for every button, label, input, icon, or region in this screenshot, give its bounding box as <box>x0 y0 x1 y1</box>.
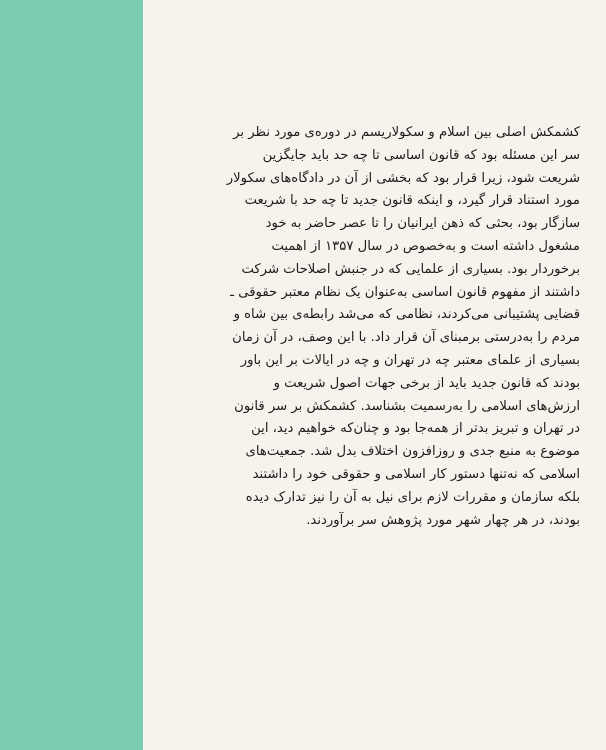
text-line-13: ارزش‌های اسلامی را به‌رسمیت بشناسد. کشمکش بر سر قانون <box>234 398 580 414</box>
text-line-1: کشمکش اصلی بین اسلام و سکولاریسم در دوره‌ی مورد نظر بر <box>233 125 580 140</box>
text-line-16: اسلامی که نه‌تنها دستور کار اسلامی و حقوقی خود را داشتند <box>252 466 580 482</box>
teal-side-band <box>0 0 143 750</box>
text-line-12: بودند که قانون جدید باید از برخی جهات اصول شریعت و <box>273 375 580 391</box>
text-line-15: موضوع به منبع جدی و روزافزون اختلاف بدل شد. جمعیت‌های <box>245 444 580 460</box>
text-line-8: داشتند از مفهوم قانون اساسی به‌عنوان یک نظام معتبر حقوقی ـ <box>230 284 580 300</box>
text-line-9: قضایی پشتیبانی می‌کردند، نظامی که می‌شد رابطه‌ی بین شاه و <box>233 307 580 323</box>
text-line-2: سر این مسئله بود که قانون اساسی تا چه حد باید جایگزین <box>262 147 580 163</box>
text-line-6: مشغول داشته است و به‌خصوص در سال ۱۳۵۷ از اهمیت <box>271 238 580 254</box>
text-line-4: مورد استناد قرار گیرد، و اینکه قانون جدید تا چه حد با شریعت <box>244 193 580 209</box>
text-line-3: شریعت شود، زیرا قرار بود که بخشی از آن در دادگاه‌های سکولار <box>226 170 580 186</box>
text-line-14: در تهران و تبریز بدتر از همه‌جا بود و چنان‌که خواهیم دید، این <box>251 421 580 437</box>
blurb-paragraph <box>160 122 580 532</box>
text-line-10: مردم را به‌درستی برمبنای آن قرار داد. با این وصف، در آن زمان <box>232 330 580 346</box>
text-line-11: بسیاری از علمای معتبر چه در تهران و چه در ایالات بر این باور <box>240 352 580 368</box>
text-line-18: بودند، در هر چهار شهر مورد پژوهش سر برآوردند. <box>306 512 580 528</box>
text-line-5: سازگار بود، بحثی که ذهن ایرانیان را تا عصر حاضر به خود <box>265 216 580 232</box>
text-line-7: برخوردار بود. بسیاری از علمایی که در جنبش اصلاحات شرکت <box>241 261 580 277</box>
text-line-17: بلکه سازمان و مقررات لازم برای نیل به آن را نیز تدارک دیده <box>245 489 580 505</box>
